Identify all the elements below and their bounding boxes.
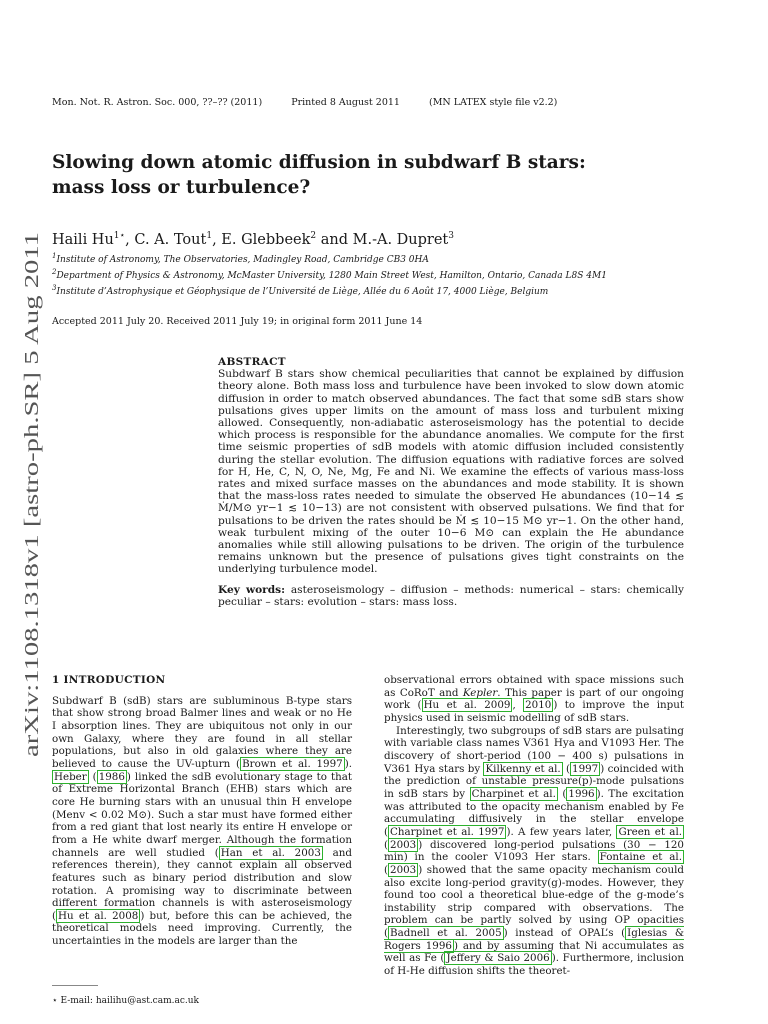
citation-link[interactable]: 2003 — [390, 838, 417, 851]
citation-link[interactable]: Heber — [54, 770, 87, 783]
citation-link[interactable]: 1996 — [568, 787, 595, 800]
running-header — [52, 97, 583, 108]
keywords-text: asteroseismology – diffusion – methods: numerical – stars: chemically peculiar – stars: evolution – stars: mass loss. — [218, 583, 684, 608]
body-column-right — [384, 674, 684, 978]
style-file: (MN LATEX style file v2.2) — [428, 97, 558, 108]
affiliation-3: $^3$Institute d’Astrophysique et Géophysique de l’Université de Liège, Allée du 6 Août 17, 4000 Liège, Belgium — [52, 284, 549, 297]
affiliation-2: $^2$Department of Physics & Astronomy, McMaster University, 1280 Main Street West, Hamilton, Ontario, Canada L8S 4M1 — [52, 268, 607, 281]
print-date: Printed 8 August 2011 — [291, 97, 400, 108]
citation-link[interactable]: Hu et al. 2008 — [58, 909, 139, 922]
citation-link[interactable]: Charpinet et al. — [471, 787, 556, 800]
body-column-left — [52, 674, 352, 948]
citation-link[interactable]: Green et al. — [618, 825, 683, 838]
footnote-email: ⋆ E-mail: hailihu@ast.cam.ac.uk — [52, 996, 199, 1006]
section-heading-introduction: 1 INTRODUCTION — [52, 674, 166, 686]
keywords-label: Key words: — [218, 583, 286, 596]
affiliation-1: $^1$Institute of Astronomy, The Observatories, Madingley Road, Cambridge CB3 0HA — [52, 252, 429, 265]
citation-link[interactable]: Iglesias & Rogers 1996 — [384, 927, 684, 952]
citation-link[interactable]: Jeffery & Saio 2006 — [446, 952, 550, 965]
journal-citation: Mon. Not. R. Astron. Soc. 000, ??–?? (2011) — [52, 97, 263, 108]
citation-link[interactable]: Kilkenny et al. — [485, 762, 561, 775]
citation-link[interactable]: Han et al. 2003 — [220, 846, 321, 859]
citation-link[interactable]: Charpinet et al. 1997 — [390, 825, 505, 838]
footnote-rule — [52, 985, 98, 986]
paper-title — [52, 150, 586, 200]
title-line-1: Slowing down atomic diffusion in subdwarf B stars: — [52, 152, 586, 173]
arxiv-identifier: arXiv:1108.1318v1 [astro-ph.SR] 5 Aug 2011 — [21, 390, 43, 757]
citation-link[interactable]: 1997 — [572, 762, 599, 775]
abstract-heading: ABSTRACT — [218, 356, 286, 368]
citation-link[interactable]: 1986 — [98, 770, 125, 783]
keywords — [218, 584, 684, 608]
intro-paragraph-1-continued: observational errors obtained with space missions such as CoRoT and Kepler. This paper is part of our ongoing work ( Hu et al. 2009 , 2010 ) to improve the input physics used in seismic modelling of sdB stars. — [384, 674, 685, 724]
citation-link[interactable]: Badnell et al. 2005 — [390, 927, 502, 940]
citation-link[interactable]: Fontaine et al. — [599, 851, 682, 864]
citation-link[interactable]: Hu et al. 2009 — [423, 699, 511, 712]
title-line-2: mass loss or turbulence? — [52, 177, 311, 198]
author-list: Haili $Hu^{1⋆}$, C. A. Tout$^1$, E. Glebbeek$^2$ and M.-A. Dupret$^3$ — [52, 231, 454, 248]
abstract-block — [218, 356, 684, 608]
citation-link[interactable]: 2010 — [525, 699, 552, 712]
affiliations — [52, 250, 607, 298]
citation-link[interactable]: 2003 — [390, 863, 417, 876]
arxiv-sidebar-stamp — [16, 232, 46, 757]
intro-paragraph-2: Interestingly, two subgroups of sdB stars are pulsating with variable class names V361 Hya and V1093 Her. The discovery of short-period (100 − 400 s) pulsations in V361 Hya stars by Kilkenny et al. ( 1997 ) coincided with the prediction of unstable pressure(p)-mode pulsations in sdB stars by Charpinet et al. ( 1996 ). The excitation was attributed to the opacity mechanism enabled by Fe accumulating diffusively in the stellar envelope ( Charpinet et al. 1997 ). A few years later, Green et al. ( 2003 ) discovered long-period pulsations (30 − 120 min) in the cooler V1093 Her stars. Fontaine et al. ( 2003 ) showed that the same opacity mechanism could also excite long-period gravity(g)-modes. However, they found too cool a theoretical blue-edge of the g-mode’s instability strip compared with observations. The problem can be partly solved by using OP opacities ( Badnell et al. 2005 ) instead of OPAL’s ( Iglesias & Rogers 1996 ) and by assuming that Ni accumulates as well as Fe ( Jeffery & Saio 2006 ). Furthermore, inclusion of H-He diffusion shifts the theoret- — [384, 724, 685, 978]
intro-paragraph-1: Subdwarf B (sdB) stars are subluminous B-type stars that show strong broad Balmer lines and weak or no He I absorption lines. They are ubiquitous not only in our own Galaxy, where they are found in all stellar populations, but also in old galaxies where they are believed to cause the UV-upturn ( Brown et al. 1997 ). Heber ( 1986 ) linked the sdB evolutionary stage to that of Extreme Horizontal Branch (EHB) stars which are core He burning stars with an unusual thin H envelope (Menv < 0.02 M⊙). Such a star must have formed either from a red giant that lost nearly its entire H envelope or from a He white dwarf merger. Although the formation channels are well studied ( Han et al. 2003 and references therein), they cannot explain all observed features such as binary period distribution and slow rotation. A promising way to discriminate between different formation channels is with asteroseismology ( Hu et al. 2008 ) but, before this can be achieved, the theoretical models need improving. Currently, the uncertainties in the models are larger than the — [52, 694, 353, 948]
citation-link[interactable]: Brown et al. 1997 — [242, 757, 343, 770]
abstract-text: Subdwarf B stars show chemical peculiarities that cannot be explained by diffusion theory alone. Both mass loss and turbulence have been invoked to slow down atomic diffusion in order to match observed abundances. The fact that some sdB stars show pulsations gives upper limits on the amount of mass loss and turbulent mixing allowed. Consequently, non-adiabatic asteroseismology has the potential to decide which process is responsible for the abundance anomalies. We compute for the first time seismic properties of sdB models with atomic diffusion included consistently during the stellar evolution. The diffusion equations with radiative forces are solved for H, He, C, N, O, Ne, Mg, Fe and Ni. We examine the effects of various mass-loss rates and mixed surface masses on the abundances and mode stability. It is shown that the mass-loss rates needed to simulate the observed He abundances (10−14 ≲ Ṁ/M⊙ yr−1 ≲ 10−13) are not consistent with observed pulsations. We find that for pulsations to be driven the rates should be Ṁ ≲ 10−15 M⊙ yr−1. On the other hand, weak turbulent mixing of the outer 10−6 M⊙ can explain the He abundance anomalies while still allowing pulsations to be driven. The origin of the turbulence remains unknown but the presence of pulsations gives tight constraints on the underlying turbulence model. — [218, 368, 684, 576]
submission-dates: Accepted 2011 July 20. Received 2011 July 19; in original form 2011 June 14 — [52, 316, 423, 327]
